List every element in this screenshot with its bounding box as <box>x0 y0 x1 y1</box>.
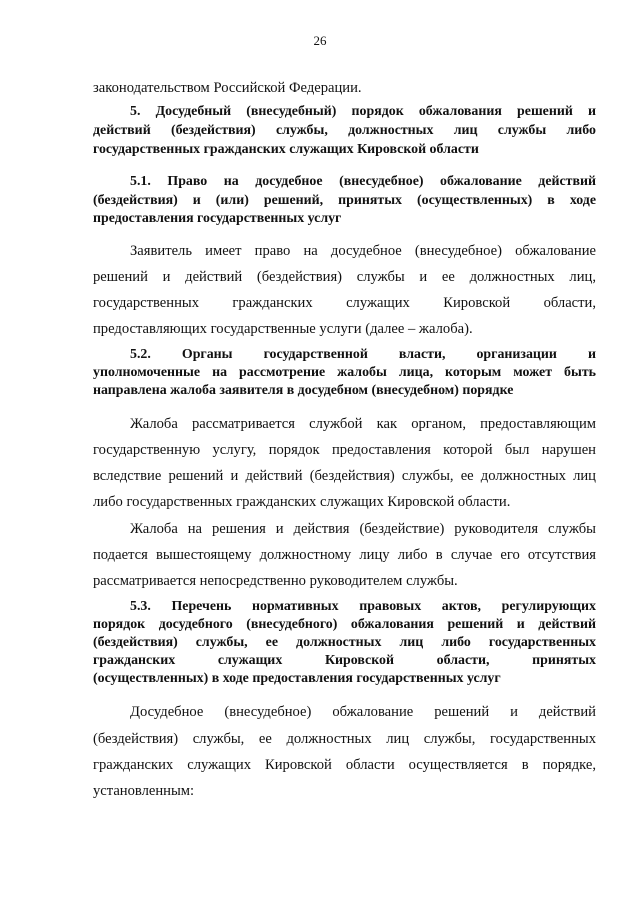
paragraph-line: Досудебное (внесудебное) обжалование решений и действий <box>130 704 596 720</box>
subsection-heading-line: (бездействия) службы, ее должностных лиц либо государственных <box>93 635 596 650</box>
paragraph-line: законодательством Российской Федерации. <box>93 80 362 96</box>
subsection-heading-line: 5.2. Органы государственной власти, организации и <box>130 347 596 362</box>
paragraph-line: (бездействия) службы, ее должностных лиц службы, государственных <box>93 731 596 747</box>
subsection-heading-line: (осуществленных) в ходе предоставления государственных услуг <box>93 671 501 686</box>
paragraph-line: либо государственных гражданских служащих Кировской области. <box>93 494 511 510</box>
subsection-heading-line: предоставления государственных услуг <box>93 211 342 226</box>
subsection-heading-line: уполномоченные на рассмотрение жалобы лица, которым может быть <box>93 365 596 380</box>
subsection-heading-line: порядок досудебного (внесудебного) обжалования решений и действий <box>93 617 596 632</box>
paragraph-line: гражданских служащих Кировской области осуществляется в порядке, <box>93 757 596 773</box>
page-number: 26 <box>313 33 327 48</box>
paragraph-line: подается вышестоящему должностному лицу либо в случае его отсутствия <box>93 547 596 563</box>
section-heading-line: государственных гражданских служащих Кировской области <box>93 142 479 157</box>
paragraph-line: Заявитель имеет право на досудебное (внесудебное) обжалование <box>130 243 596 259</box>
subsection-heading-line: 5.3. Перечень нормативных правовых актов, регулирующих <box>130 599 596 614</box>
section-heading-line: действий (бездействия) службы, должностных лиц службы либо <box>93 123 596 138</box>
paragraph-line: решений и действий (бездействия) службы и ее должностных лиц, <box>93 269 596 285</box>
paragraph-line: Жалоба рассматривается службой как органом, предоставляющим <box>130 416 596 432</box>
subsection-heading-line: направлена жалоба заявителя в досудебном (внесудебном) порядке <box>93 383 514 398</box>
subsection-heading-line: 5.1. Право на досудебное (внесудебное) обжалование действий <box>130 174 596 189</box>
paragraph-line: установленным: <box>93 783 195 799</box>
paragraph-line: предоставляющих государственные услуги (далее – жалоба). <box>93 321 473 337</box>
paragraph-line: Жалоба на решения и действия (бездействие) руководителя службы <box>130 521 596 537</box>
paragraph-line: государственную услугу, порядок предоставления которой был нарушен <box>93 442 596 458</box>
paragraph-line: вследствие решений и действий (бездействия) службы, ее должностных лиц <box>93 468 596 484</box>
paragraph-line: рассматривается непосредственно руководителем службы. <box>93 573 458 589</box>
section-heading-line: 5. Досудебный (внесудебный) порядок обжалования решений и <box>130 104 596 119</box>
paragraph-line: государственных гражданских служащих Кировской области, <box>93 295 596 311</box>
subsection-heading-line: гражданских служащих Кировской области, принятых <box>93 653 596 668</box>
subsection-heading-line: (бездействия) и (или) решений, принятых (осуществленных) в ходе <box>93 193 596 208</box>
